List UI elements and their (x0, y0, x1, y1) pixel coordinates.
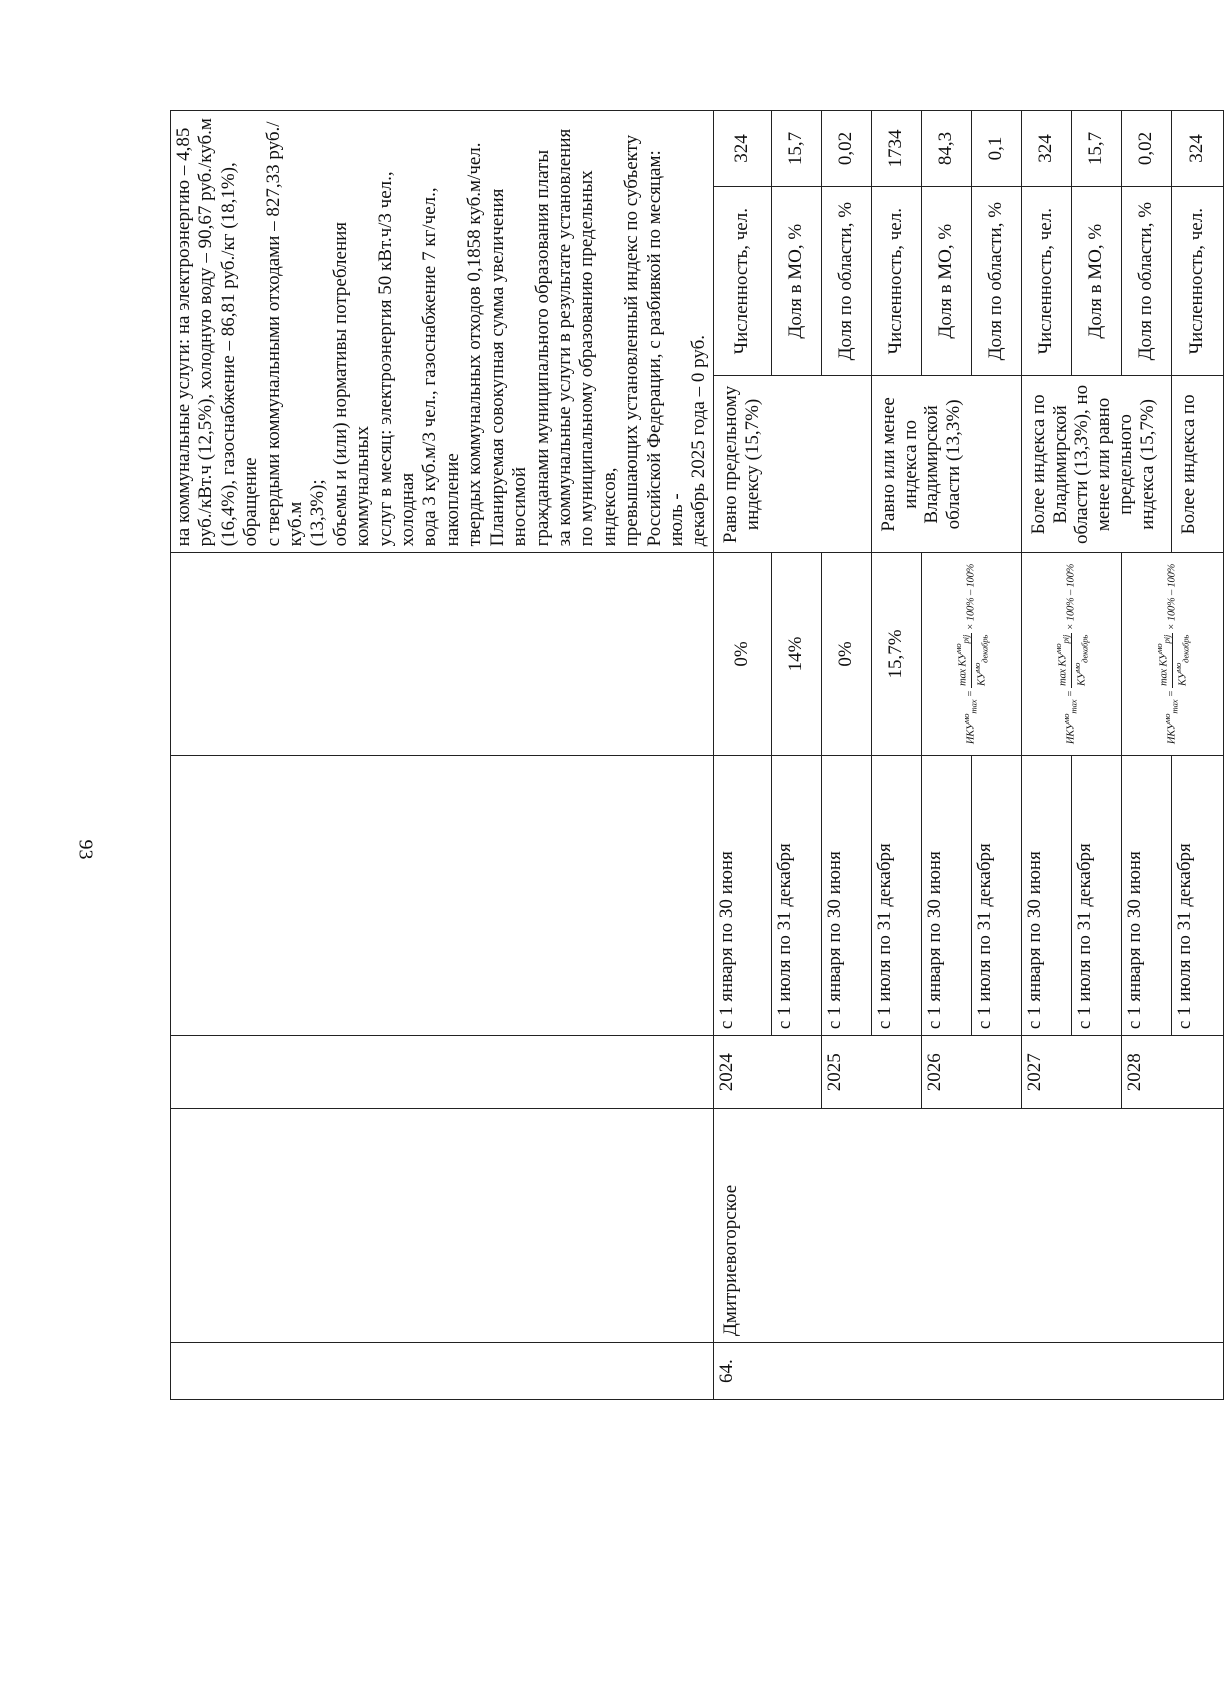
period-cell: с 1 января по 30 июня (921, 755, 971, 1036)
desc-line: за коммунальные услуги в результате установления (553, 128, 575, 547)
year-cell: 2028 (1121, 1036, 1223, 1109)
formula-num-sub: рij (1161, 634, 1172, 644)
formula-lhs-sub: max (1068, 699, 1079, 714)
metric-name: Численность, чел. (1171, 186, 1223, 376)
formula-lhs: ИКУ (965, 723, 977, 745)
formula-tail: × 100% – 100% (1065, 563, 1077, 631)
index-formula: $ИКУ^{мо}_{max}$ = $\max КУ^{мо}_{рij}$ $КУ^{мо}_{декабрь}$ × 100% – 100% (921, 553, 1021, 755)
desc-line: (13,3%); (307, 479, 329, 547)
metric-value: 15,7 (1071, 111, 1121, 187)
formula-fraction (1053, 633, 1089, 688)
metric-name: Численность, чел. (1021, 186, 1071, 376)
year-cell: 2026 (921, 1036, 1021, 1109)
formula-den: КУ (1076, 672, 1088, 686)
metric-value: 324 (1171, 111, 1223, 187)
period-cell: с 1 июля по 31 декабря (971, 755, 1021, 1036)
formula-fraction (1154, 633, 1190, 688)
formula-tail: × 100% – 100% (965, 563, 977, 631)
metric-name: Доля по области, % (821, 186, 871, 376)
empty-cell (171, 755, 714, 1036)
index-cell: 0% (821, 553, 871, 755)
metric-value: 0,1 (971, 111, 1021, 187)
category-cell: Равно или менее индекса по Владимирской области (13,3%) (871, 376, 1021, 553)
formula-num: max КУ (1158, 653, 1170, 686)
metric-value: 324 (1021, 111, 1071, 187)
formula-den-sub: декабрь (1180, 634, 1191, 663)
desc-line: Планируемая совокупная сумма увеличения вносимой (486, 188, 531, 547)
year-cell: 2027 (1021, 1036, 1121, 1109)
category-cell: Более индекса по (1171, 376, 1223, 553)
metric-value: 0,02 (821, 111, 871, 187)
description-row (171, 111, 714, 1400)
municipality-name: Дмитриевогорское (713, 1109, 1223, 1343)
empty-cell (171, 1109, 714, 1343)
index-formula: $ИКУ^{мо}_{max}$ = $\max КУ^{мо}_{рij}$ $КУ^{мо}_{декабрь}$ × 100% – 100% (1121, 553, 1223, 755)
metric-name: Численность, чел. (713, 186, 771, 376)
desc-line: вода 3 куб.м/3 чел., газоснабжение 7 кг/чел., накопление (419, 187, 463, 547)
category-cell: Более индекса по Владимирской области (13,3%), но менее или равно предельного индекса (15,7%) (1021, 376, 1171, 553)
desc-line: (16,4%), газоснабжение – 86,81 руб./кг (18,1%), обращение (217, 162, 262, 547)
table-row (713, 111, 771, 1400)
metric-name: Численность, чел. (871, 186, 921, 376)
desc-line: Российской Федерации, с разбивкой по месяцам: июль - (643, 150, 687, 547)
formula-num-sup: мо (1154, 643, 1165, 654)
formula-num-sup: мо (1053, 643, 1064, 654)
formula-num-sub: рij (960, 634, 971, 644)
desc-line: декабрь 2025 года – 0 руб. (688, 335, 710, 547)
formula-lhs-sub: max (968, 699, 979, 714)
category-cell: Равно предельному индексу (15,7%) (713, 376, 871, 553)
metric-value: 324 (713, 111, 771, 187)
index-cell: 14% (771, 553, 821, 755)
formula-num: max КУ (957, 653, 969, 686)
metric-name: Доля по области, % (1121, 186, 1171, 376)
entry-number: 64. (713, 1343, 1223, 1400)
formula-den-sup: мо (1071, 662, 1082, 673)
empty-cell (171, 553, 714, 755)
desc-line: на коммунальные услуги: на электроэнергию – 4,85 (173, 127, 194, 547)
metric-name: Доля по области, % (971, 186, 1021, 376)
year-cell: 2025 (821, 1036, 921, 1109)
desc-line: твердых коммунальных отходов 0,1858 куб.м/чел. (464, 142, 486, 547)
formula-den-sub: декабрь (1079, 634, 1090, 663)
formula-den: КУ (1177, 672, 1189, 686)
index-cell: 0% (713, 553, 771, 755)
metric-name: Доля в МО, % (771, 186, 821, 376)
page-number: 93 (74, 839, 97, 860)
period-cell: с 1 июля по 31 декабря (771, 755, 821, 1036)
formula-lhs-sup: мо (1162, 713, 1173, 724)
formula-lhs-sub: max (1169, 699, 1180, 714)
formula-den-sup: мо (1172, 662, 1183, 673)
period-cell: с 1 июля по 31 декабря (871, 755, 921, 1036)
empty-cell (171, 1036, 714, 1109)
formula-den-sub: декабрь (979, 634, 990, 663)
rotated-table-frame (170, 110, 1208, 1400)
description-text (171, 111, 714, 553)
formula-lhs-sup: мо (961, 713, 972, 724)
desc-line: руб./кВт.ч (12,5%), холодную воду – 90,67 руб./куб.м (195, 118, 217, 547)
period-cell: с 1 января по 30 июня (1021, 755, 1071, 1036)
formula-num-sub: рij (1060, 634, 1071, 644)
index-cell: 15,7% (871, 553, 921, 755)
period-cell: с 1 июля по 31 декабря (1071, 755, 1121, 1036)
metric-name: Доля в МО, % (921, 186, 971, 376)
desc-line: услуг в месяц: электроэнергия 50 кВт.ч/3 чел., холодная (374, 171, 419, 547)
metric-value: 1734 (871, 111, 921, 187)
index-formula: $ИКУ^{мо}_{max}$ = $\max КУ^{мо}_{рij}$ $КУ^{мо}_{декабрь}$ × 100% – 100% (1021, 553, 1121, 755)
empty-cell (171, 1343, 714, 1400)
year-cell: 2024 (713, 1036, 821, 1109)
period-cell: с 1 января по 30 июня (713, 755, 771, 1036)
indices-table (170, 110, 1224, 1400)
formula-den: КУ (976, 672, 988, 686)
formula-fraction (953, 633, 989, 688)
metric-value: 15,7 (771, 111, 821, 187)
metric-value: 0,02 (1121, 111, 1171, 187)
period-cell: с 1 июля по 31 декабря (1171, 755, 1223, 1036)
desc-line: по муниципальному образованию предельных индексов, (576, 170, 620, 547)
period-cell: с 1 января по 30 июня (1121, 755, 1171, 1036)
formula-lhs: ИКУ (1065, 723, 1077, 745)
formula-num: max КУ (1057, 653, 1069, 686)
formula-lhs-sup: мо (1061, 713, 1072, 724)
metric-value: 84,3 (921, 111, 971, 187)
desc-line: гражданами муниципального образования платы (531, 149, 553, 547)
formula-den-sup: мо (971, 662, 982, 673)
formula-tail: × 100% – 100% (1166, 563, 1178, 631)
formula-lhs: ИКУ (1166, 723, 1178, 745)
metric-name: Доля в МО, % (1071, 186, 1121, 376)
desc-line: с твердыми коммунальными отходами – 827,33 руб./куб.м (262, 121, 307, 547)
desc-line: объемы и (или) нормативы потребления коммунальных (329, 221, 374, 547)
desc-line: превышающих установленный индекс по субъекту (621, 134, 643, 547)
period-cell: с 1 января по 30 июня (821, 755, 871, 1036)
formula-num-sup: мо (953, 643, 964, 654)
